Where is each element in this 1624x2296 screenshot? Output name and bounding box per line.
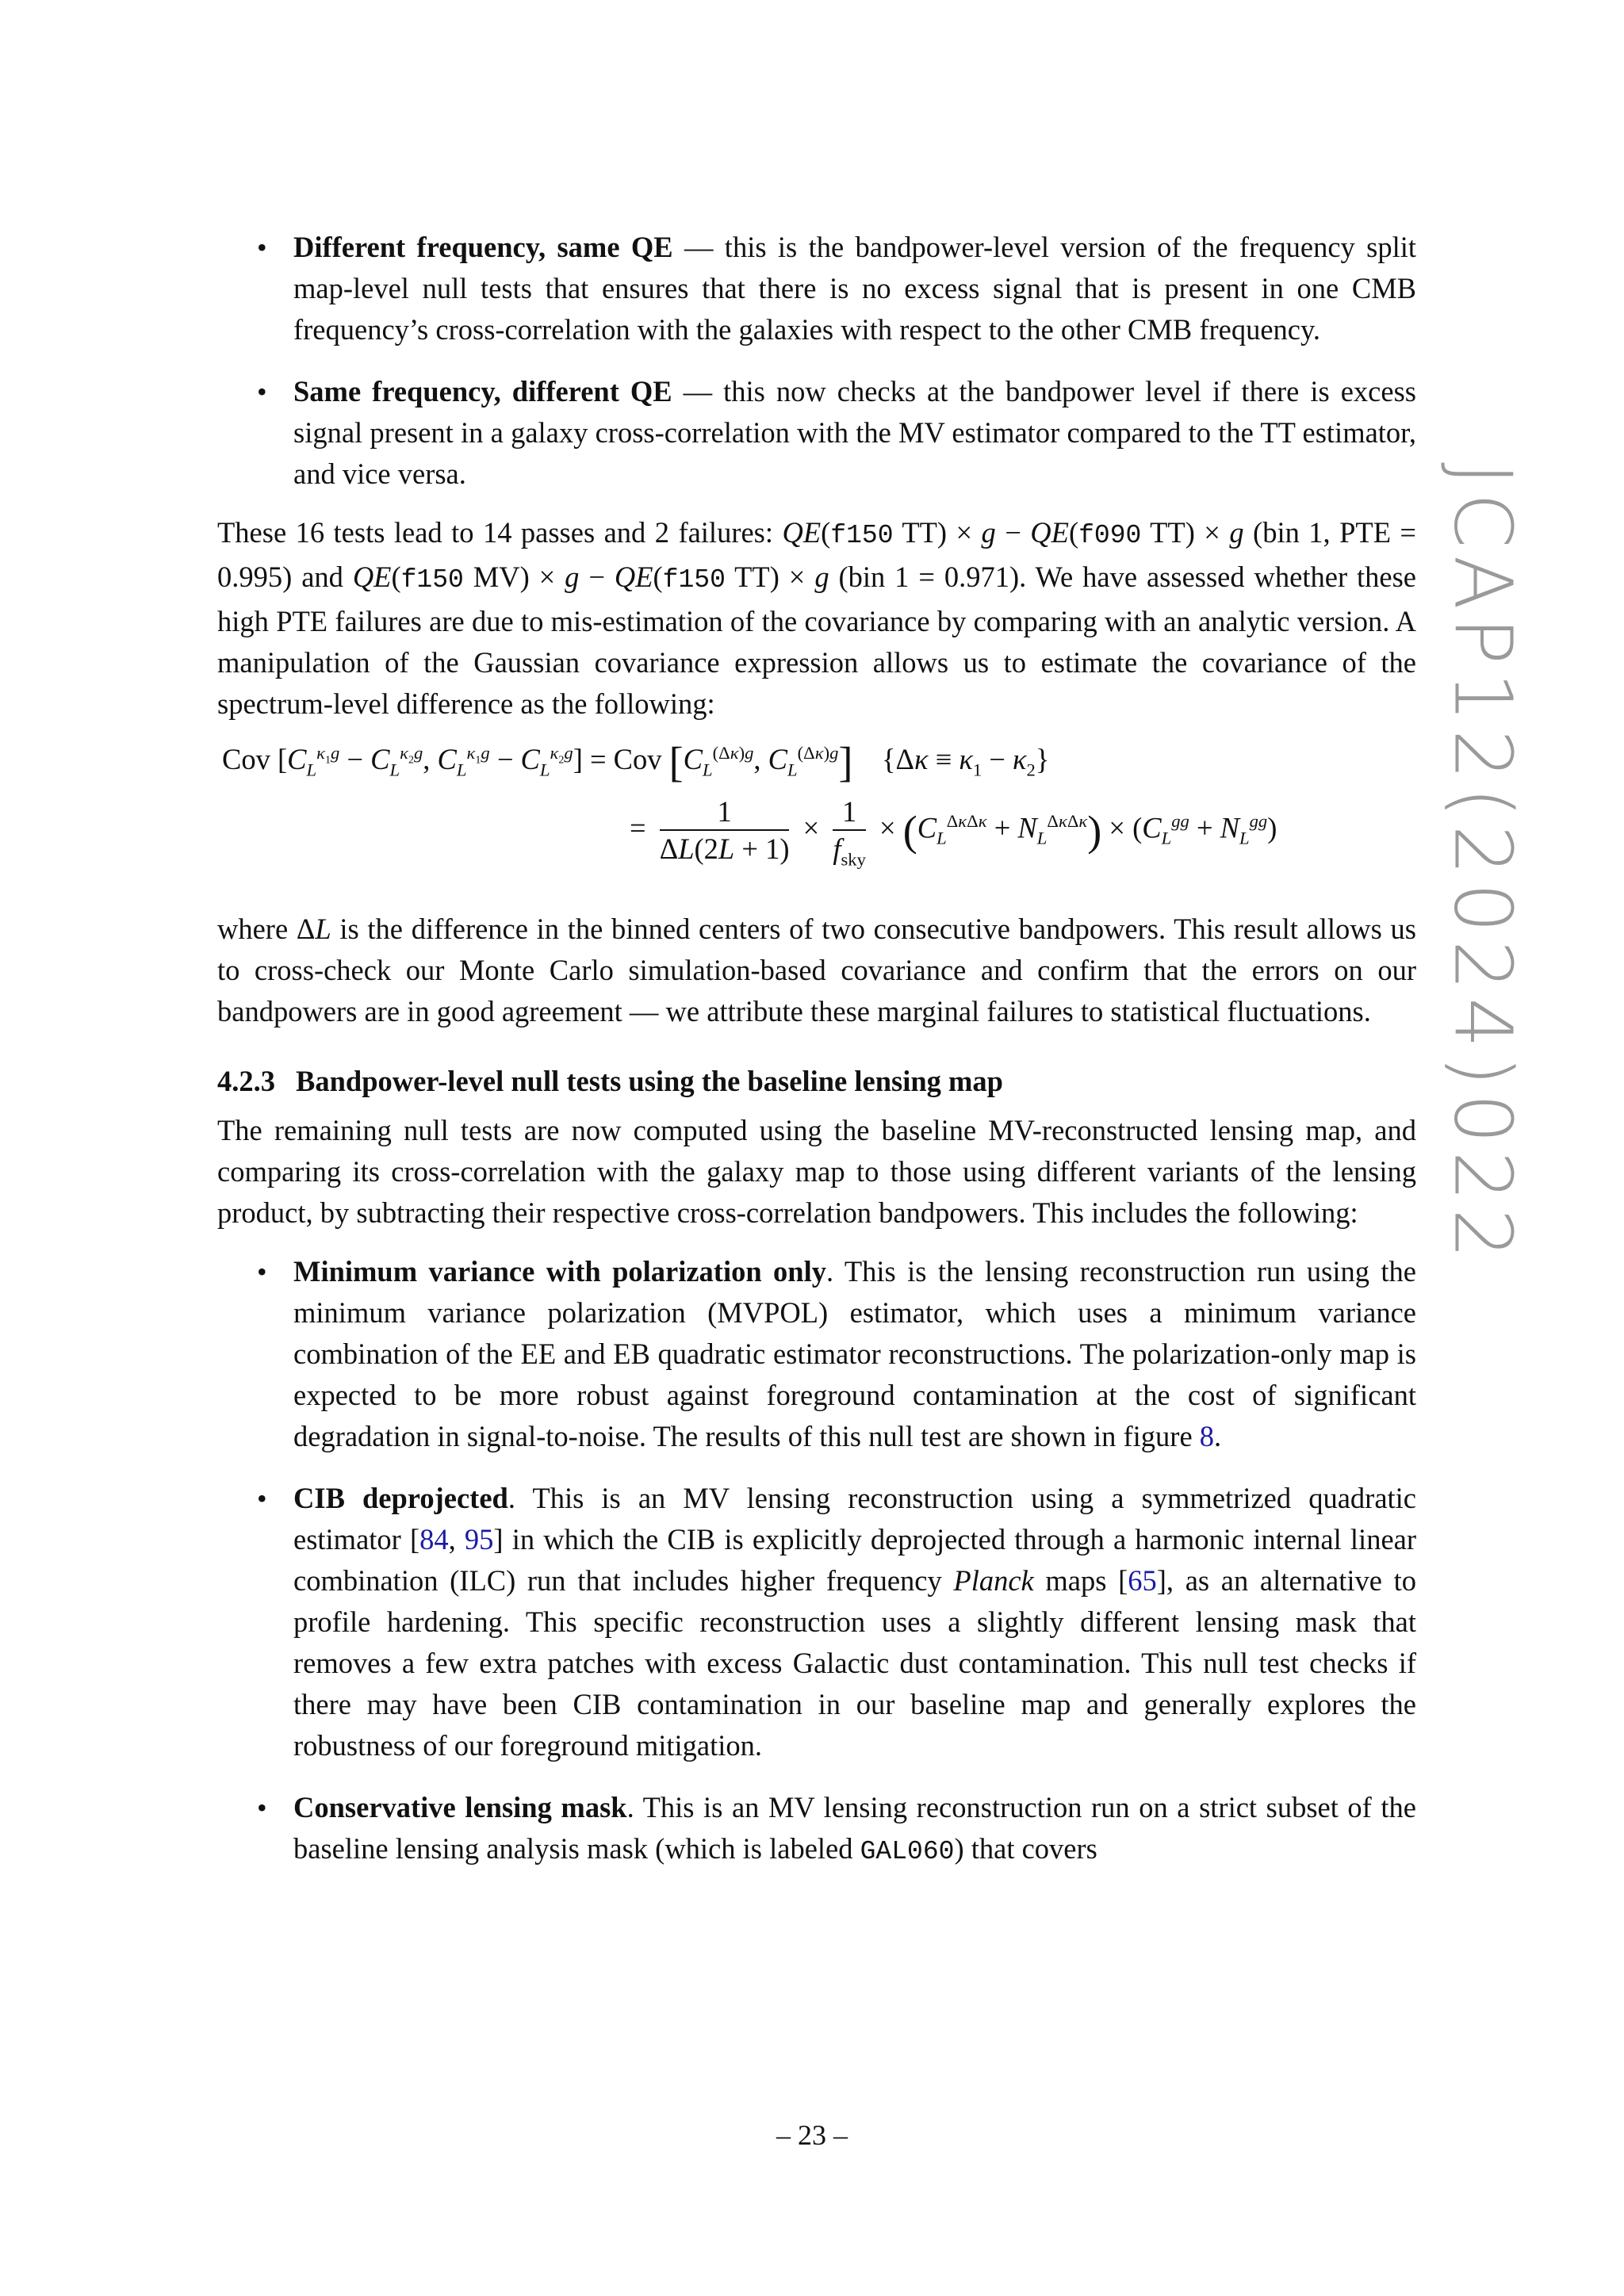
bullet-text: maps [ — [1033, 1564, 1128, 1597]
section-number: 4.2.3 — [217, 1065, 275, 1097]
bullet-text: , — [448, 1523, 465, 1556]
bullet-text: ], as an alternative to profile hardening. This specific reconstruction uses a slightly different lensing mask that removes a few extra patches with excess Galactic dust contamination. This null test checks if there may have been CIB contamination in our baseline map and generally explores the robustness of our foreground mitigation. — [293, 1564, 1416, 1762]
bullet-icon: • — [257, 1483, 267, 1514]
bullet-text: — this is the bandpower-level version of the frequency split map-level null tests that ensures that there is no excess signal that is present in one CMB frequency’s cross-correlation with the galaxies with respect to the other CMB frequency. — [293, 231, 1416, 346]
bullet-title: Conservative lensing mask — [293, 1791, 627, 1823]
bullet-text: ] in which the CIB is explicitly deprojected through a harmonic internal linear combination (ILC) run that includes higher frequency — [293, 1523, 1417, 1597]
section-heading — [217, 1061, 1416, 1102]
bullet-icon: • — [257, 1792, 267, 1823]
inline-math: QE(f150 TT) × g − QE(f090 TT) × g — [782, 516, 1244, 550]
paragraph-remaining-tests: The remaining null tests are now computed using the baseline MV-reconstructed lensing map, and comparing its cross-correlation with the galaxy map to those using different variants of the lensing product, by subtracting their respective cross-correlation bandpowers. This includes the following: — [217, 1114, 1416, 1229]
bullet-list-bottom — [217, 1251, 1416, 1873]
paragraph-text: where — [217, 913, 297, 945]
code-text: GAL060 — [860, 1837, 955, 1866]
bullet-text: — this now checks at the bandpower level if there is excess signal present in a galaxy cross-correlation with the MV estimator compared to the TT estimator, and vice versa. — [293, 375, 1416, 490]
fraction: $\frac{1}{f_{sky}}$ — [833, 795, 866, 870]
math-text: TT — [1150, 516, 1185, 549]
code-text: f090 — [1078, 521, 1142, 550]
bullet-icon: • — [257, 376, 267, 408]
paragraph-text: These 16 tests lead to 14 passes and 2 failures: — [217, 516, 783, 549]
equation-line-1: Cov [$C_L^{\kappa_1g} - C_L^{\kappa_2g}$, $C_L^{\kappa_1g} - C_L^{\kappa_2g}$] = Cov [$C_L^{(\Delta\kappa)g}$, $C_L^{(\Delta\kappa)g}$] $\{\Delta\kappa \equiv \kappa_1 - \kappa_2\}$ — [222, 738, 1050, 786]
emphasis-text: Planck — [953, 1564, 1034, 1597]
journal-reference: JCAP12(2024)022 — [1436, 462, 1530, 1266]
citation-link[interactable]: 84 — [419, 1523, 449, 1556]
fraction: $\frac{1}{\Delta L(2L + 1)}$ — [659, 795, 790, 865]
list-item — [217, 371, 1416, 495]
bullet-title: Same frequency, different QE — [293, 375, 672, 408]
paragraph-tests-summary — [217, 512, 1416, 725]
bullet-icon: • — [257, 1256, 267, 1288]
bullet-list-top — [217, 227, 1416, 495]
inline-math: QE(f150 MV) × g − QE(f150 TT) × g — [352, 561, 829, 595]
bullet-text: . This is the lensing reconstruction run using the minimum variance polarization (MVPOL) estimator, which uses a minimum variance combination of the EE and EB quadratic estimator reconstructions. The polarization-only map is expected to be more robust against foreground contamination at the cost of significant degradation in signal-to-noise. The results of this null test are shown in figure — [293, 1255, 1416, 1452]
citation-link[interactable]: 65 — [1128, 1564, 1157, 1597]
bullet-text: . This is an MV lensing reconstruction run on a strict subset of the baseline lensing analysis mask (which is labeled — [293, 1791, 1416, 1865]
section-title: Bandpower-level null tests using the baseline lensing map — [296, 1065, 1003, 1097]
page-body — [217, 222, 1416, 1873]
math-text: TT — [902, 516, 937, 549]
bullet-title: Different frequency, same QE — [293, 231, 673, 263]
paragraph-delta-l — [217, 909, 1416, 1032]
bullet-text: . This is an MV lensing reconstruction using a symmetrized quadratic estimator [ — [293, 1482, 1417, 1556]
bullet-text: ) that covers — [954, 1832, 1097, 1865]
inline-math: ΔL — [296, 913, 331, 945]
list-item — [217, 1251, 1416, 1457]
list-item — [217, 1478, 1416, 1766]
paragraph-text: (bin 1, PTE = 0.995) and — [217, 516, 1417, 593]
bullet-title: Minimum variance with polarization only — [293, 1255, 826, 1288]
paragraph-text: (bin 1 = 0.971). We have assessed whether these high PTE failures are due to mis-estimation of the covariance by comparing with an analytic version. A manipulation of the Gaussian covariance expression allows us to estimate the covariance of the spectrum-level difference as the following: — [217, 561, 1417, 720]
covariance-equation — [217, 731, 1416, 893]
figure-link[interactable]: 8 — [1199, 1420, 1215, 1452]
code-text: f150 — [830, 521, 894, 550]
page-number: – 23 – — [776, 2119, 848, 2151]
math-text: MV — [473, 561, 520, 593]
bullet-text: . — [1214, 1420, 1222, 1452]
equation-line-2: = $\frac{1}{\Delta L(2L + 1)}$ × $\frac{1}{f_{sky}}$ × $(C_L^{\Delta\kappa\Delta\kappa} + N_L^{\Delta\kappa\Delta\kappa}) \times (C_L^{gg} + N_L^{gg})$ — [630, 795, 1277, 870]
code-text: f150 — [662, 565, 726, 595]
bullet-icon: • — [257, 232, 267, 263]
citation-link[interactable]: 95 — [464, 1523, 494, 1556]
bullet-title: CIB deprojected — [293, 1482, 508, 1514]
list-item — [217, 1787, 1416, 1873]
code-text: f150 — [400, 565, 464, 595]
math-text: TT — [734, 561, 770, 593]
list-item — [217, 227, 1416, 350]
paragraph-text: is the difference in the binned centers of two consecutive bandpowers. This result allows us to cross-check our Monte Carlo simulation-based covariance and confirm that the errors on our bandpowers are in good agreement — we attribute these marginal failures to statistical fluctuations. — [217, 913, 1416, 1027]
